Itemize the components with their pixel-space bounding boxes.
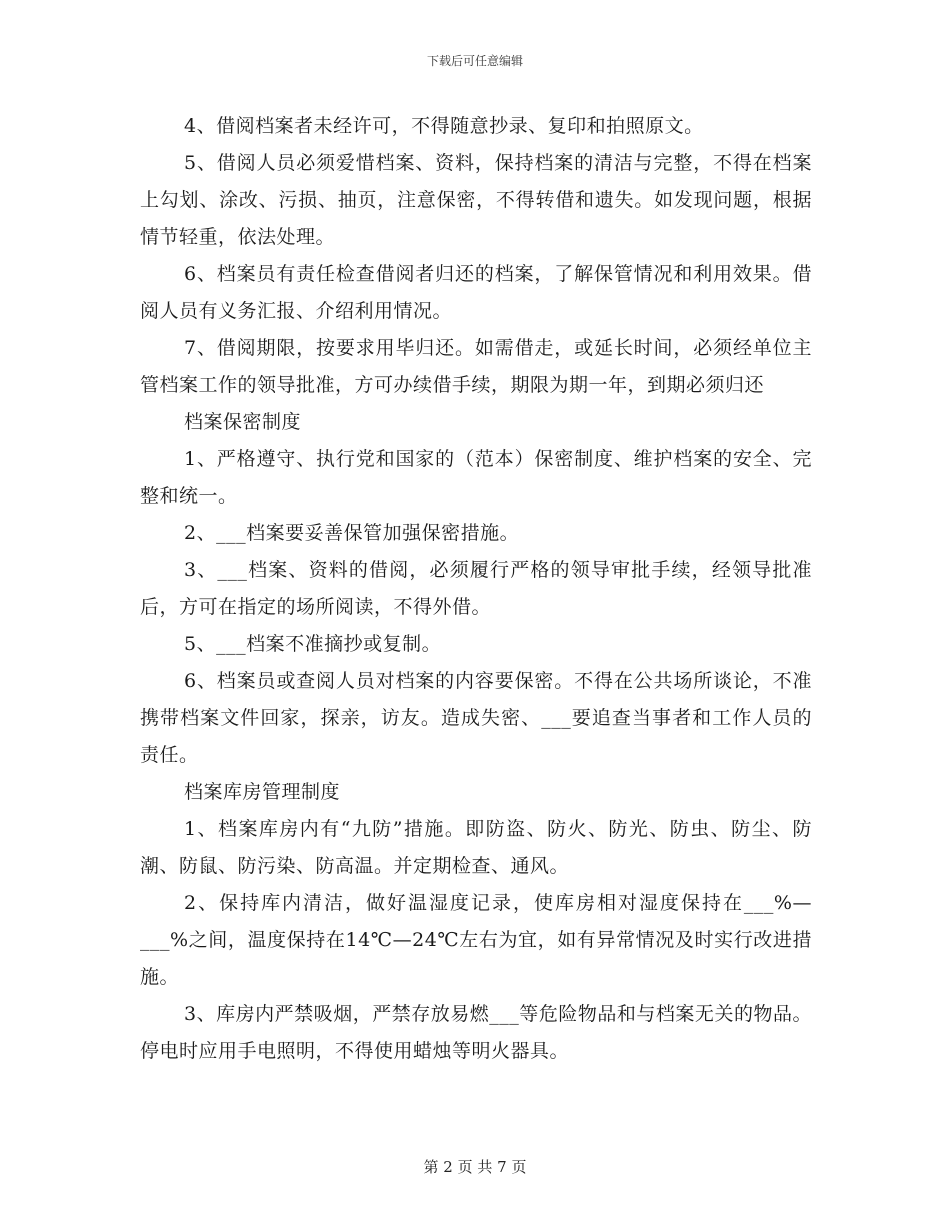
- paragraph-borrow-7: 7、借阅期限，按要求用毕归还。如需借走，或延长时间，必须经单位主管档案工作的领导批准，方可办续借手续，期限为期一年，到期必须归还: [140, 337, 812, 396]
- paragraph-borrow-4: 4、借阅档案者未经许可，不得随意抄录、复印和拍照原文。: [184, 115, 704, 137]
- section-heading-confidentiality: 档案保密制度: [184, 411, 302, 433]
- paragraph-borrow-5: 5、借阅人员必须爱惜档案、资料，保持档案的清洁与完整，不得在档案上勾划、涂改、污损、抽页，注意保密，不得转借和遗失。如发现问题，根据情节轻重，依法处理。: [140, 152, 812, 248]
- paragraph-confidentiality-6: 6、档案员或查阅人员对档案的内容要保密。不得在公共场所谈论，不准携带档案文件回家，探亲，访友。造成失密、___要追查当事者和工作人员的责任。: [140, 670, 812, 766]
- paragraph-confidentiality-1: 1、严格遵守、执行党和国家的（范本）保密制度、维护档案的安全、完整和统一。: [140, 448, 812, 507]
- paragraph-storage-1: 1、档案库房内有“九防”措施。即防盗、防火、防光、防虫、防尘、防潮、防鼠、防污染、防高温。并定期检查、通风。: [140, 818, 812, 877]
- paragraph-confidentiality-3: 3、___档案、资料的借阅，必须履行严格的领导审批手续，经领导批准后，方可在指定的场所阅读，不得外借。: [140, 559, 812, 618]
- section-heading-storage: 档案库房管理制度: [184, 781, 341, 803]
- page-number: 第 2 页 共 7 页: [423, 1158, 527, 1176]
- document-body: [140, 108, 812, 1070]
- paragraph-storage-3: 3、库房内严禁吸烟，严禁存放易燃___等危险物品和与档案无关的物品。停电时应用手电照明，不得使用蜡烛等明火器具。: [140, 1003, 812, 1062]
- paragraph-confidentiality-5: 5、___档案不准摘抄或复制。: [184, 633, 442, 655]
- paragraph-confidentiality-2: 2、___档案要妥善保管加强保密措施。: [184, 522, 520, 544]
- page-header: 下载后可任意编辑: [426, 54, 523, 68]
- paragraph-storage-2: 2、保持库内清洁，做好温湿度记录，使库房相对湿度保持在___%—___%之间，温度保持在14℃—24℃左右为宜，如有异常情况及时实行改进措施。: [140, 892, 812, 988]
- paragraph-borrow-6: 6、档案员有责任检查借阅者归还的档案，了解保管情况和利用效果。借阅人员有义务汇报、介绍利用情况。: [140, 263, 812, 322]
